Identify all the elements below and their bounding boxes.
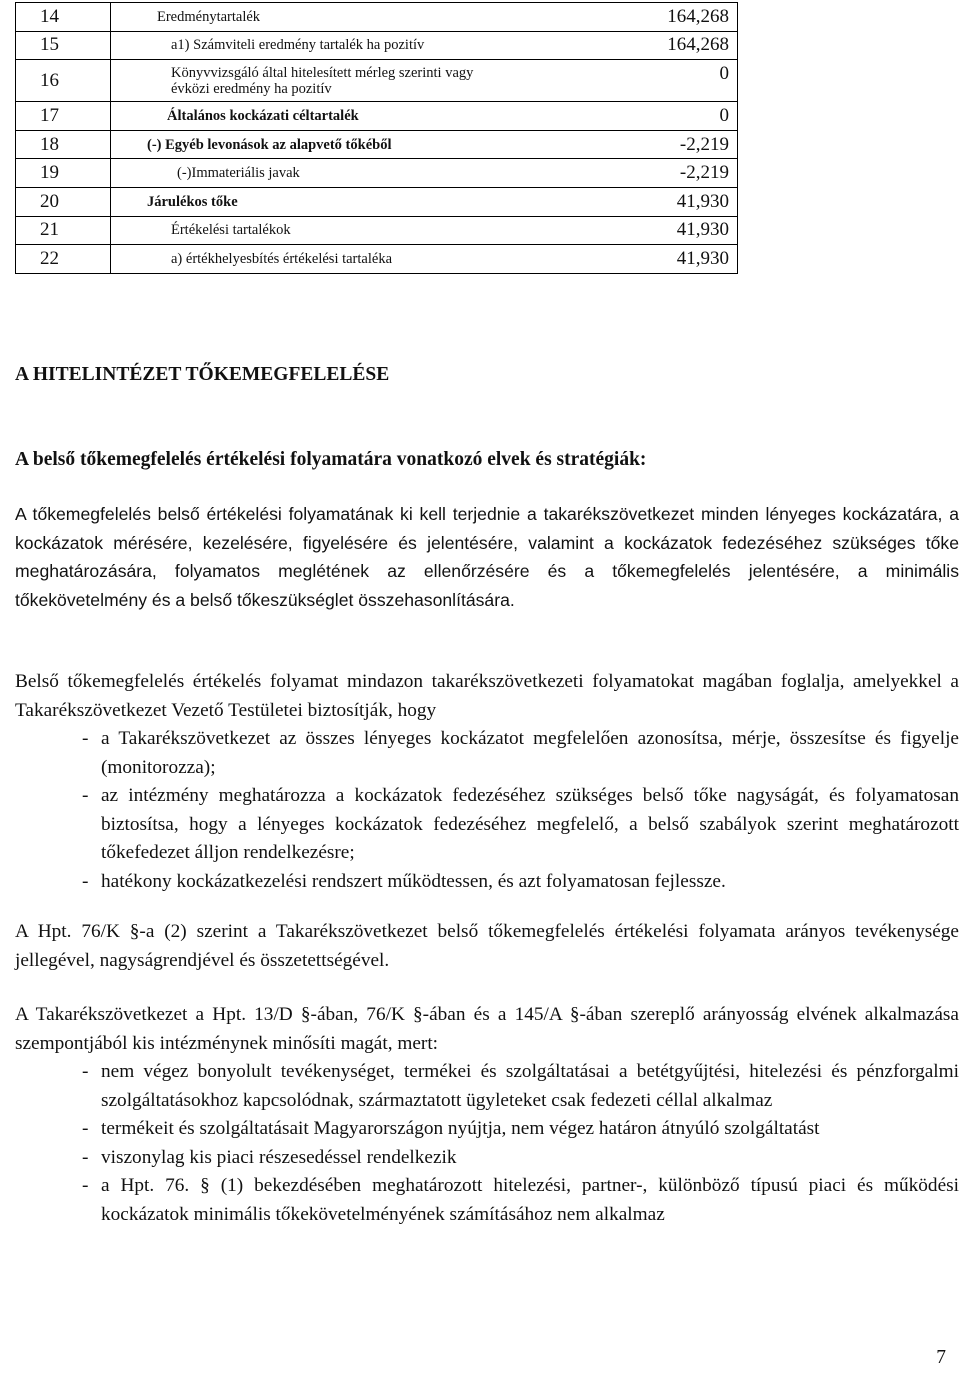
dash-bullet: - — [82, 1118, 89, 1139]
row-label: a1) Számviteli eredmény tartalék ha pozitív — [111, 31, 555, 60]
row-value: 0 — [554, 102, 738, 131]
row-label-line: Könyvvizsgáló által hitelesített mérleg szerinti vagy — [171, 64, 474, 81]
list-item — [15, 868, 959, 897]
table-row — [16, 60, 738, 102]
capital-table — [15, 2, 738, 274]
row-number: 22 — [16, 245, 111, 274]
dash-bullet: - — [82, 1175, 89, 1196]
paragraph-process: Belső tőkemegfelelés értékelés folyamat mindazon takarékszövetkezeti folyamatokat magában foglalja, amelyekkel a Takarékszövetkezet Vezető Testületei biztosítják, hogy — [15, 671, 959, 721]
row-number: 19 — [16, 159, 111, 188]
list-item-text: a Takarékszövetkezet az összes lényeges kockázatot megfelelően azonosítsa, mérje, összesítse és figyelje (monitorozza); — [101, 728, 959, 778]
table-row — [16, 31, 738, 60]
section-heading: A HITELINTÉZET TŐKEMEGFELELÉSE — [15, 364, 390, 385]
list-item — [15, 782, 959, 868]
dash-bullet: - — [82, 1061, 89, 1082]
list-item — [15, 1115, 959, 1144]
row-value: -2,219 — [554, 130, 738, 159]
row-number: 21 — [16, 216, 111, 245]
table-row — [16, 187, 738, 216]
row-value: 164,268 — [554, 3, 738, 32]
row-label: Értékelési tartalékok — [111, 216, 555, 245]
dash-bullet: - — [82, 728, 89, 749]
list-item — [15, 1058, 959, 1115]
table-row — [16, 159, 738, 188]
table-row — [16, 3, 738, 32]
paragraph-principles: A tőkemegfelelés belső értékelési folyamatának ki kell terjednie a takarékszövetkezet minden lényeges kockázatára, a kockázatok mérésére, kezelésére, figyelésére és jelentésére, valamint a kockázatok fedezéséhez szükséges tőke meghatározására, folyamatos meglétének az ellenőrzésére és a tőkemegfelelés jelentésére, a minimális tőkekövetelmény és a belső tőkeszükséglet összehasonlítására. — [15, 504, 959, 610]
process-list — [15, 725, 959, 896]
dash-bullet: - — [82, 870, 89, 892]
page-number: 7 — [936, 1347, 946, 1368]
row-number: 17 — [16, 102, 111, 131]
row-label-line: évközi eredmény ha pozitív — [171, 80, 332, 97]
reasons-list — [15, 1058, 959, 1229]
table-row — [16, 245, 738, 274]
list-item-text: nem végez bonyolult tevékenységet, termékei és szolgáltatásai a betétgyűjtési, hitelezési és pénzforgalmi szolgáltatásokhoz kapcsolódnak, származtatott ügyleteket csak fedezeti céllal alkalmaz — [101, 1061, 959, 1111]
dash-bullet: - — [82, 1146, 89, 1168]
row-label: (-)Immateriális javak — [111, 159, 555, 188]
row-value: 41,930 — [554, 245, 738, 274]
row-number: 16 — [16, 60, 111, 102]
list-item — [15, 725, 959, 782]
row-number: 15 — [16, 31, 111, 60]
row-number: 18 — [16, 130, 111, 159]
row-label: Általános kockázati céltartalék — [111, 102, 555, 131]
row-number: 14 — [16, 3, 111, 32]
row-value: 41,930 — [554, 187, 738, 216]
list-item — [15, 1144, 959, 1173]
subsection-heading: A belső tőkemegfelelés értékelési folyamatára vonatkozó elvek és stratégiák: — [15, 449, 647, 470]
row-label: (-) Egyéb levonások az alapvető tőkéből — [111, 130, 555, 159]
row-value: 0 — [554, 60, 738, 102]
table-row — [16, 102, 738, 131]
table-row — [16, 216, 738, 245]
row-label: Járulékos tőke — [111, 187, 555, 216]
row-label: Eredménytartalék — [111, 3, 555, 32]
dash-bullet: - — [82, 785, 89, 806]
row-value: 41,930 — [554, 216, 738, 245]
row-number: 20 — [16, 187, 111, 216]
row-label — [111, 60, 555, 102]
list-item-text: termékeit és szolgáltatásait Magyarországon nyújtja, nem végez határon átnyúló szolgáltatást — [101, 1118, 820, 1139]
row-value: -2,219 — [554, 159, 738, 188]
list-item-text: az intézmény meghatározza a kockázatok fedezéséhez szükséges belső tőke nagyságát, és folyamatosan biztosítsa, hogy a lényeges kockázatok fedezéséhez megfelelő, a belső szabályok szerint meghatározott tőkefedezet álljon rendelkezésre; — [101, 785, 959, 863]
list-item-text: a Hpt. 76. § (1) bekezdésében meghatározott hitelezési, partner-, különböző típusú piaci és működési kockázatok minimális tőkekövetelményének számításához nem alkalmaz — [101, 1175, 959, 1225]
paragraph-hpt: A Hpt. 76/K §-a (2) szerint a Takarékszövetkezet belső tőkemegfelelés értékelési folyamata arányos tevékenysége jellegével, nagyságrendjével és összetettségével. — [15, 921, 959, 971]
list-item — [15, 1172, 959, 1229]
row-label: a) értékhelyesbítés értékelési tartaléka — [111, 245, 555, 274]
table-row — [16, 130, 738, 159]
paragraph-proportionality: A Takarékszövetkezet a Hpt. 13/D §-ában, 76/K §-ában és a 145/A §-ában szereplő arányosság elvének alkalmazása szempontjából kis intézménynek minősíti magát, mert: — [15, 1004, 959, 1054]
list-item-text: viszonylag kis piaci részesedéssel rendelkezik — [101, 1146, 457, 1168]
row-value: 164,268 — [554, 31, 738, 60]
list-item-text: hatékony kockázatkezelési rendszert működtessen, és azt folyamatosan fejlessze. — [101, 870, 726, 892]
